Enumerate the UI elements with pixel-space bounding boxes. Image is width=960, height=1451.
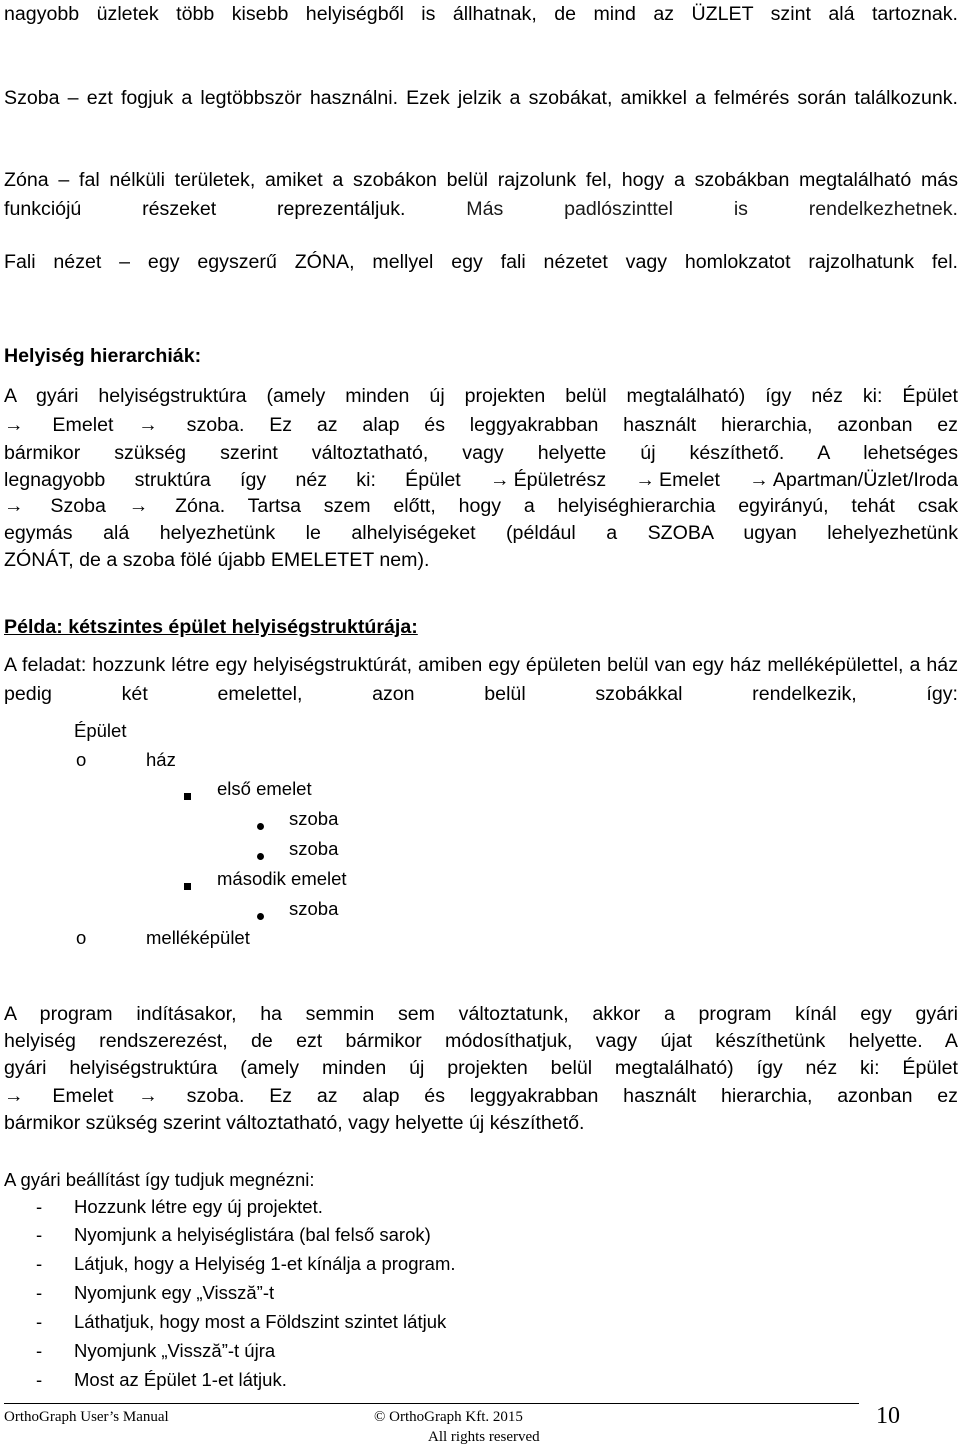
arrow-right-icon: → [4,1085,24,1107]
footer-divider [4,1403,859,1404]
footer-rights: All rights reserved [428,1429,540,1445]
program-line-4: → Emelet → szoba. Ez az alap és leggyakrabban használt hierarchia, azonban ez [4,1082,958,1140]
hierarchy-line-1: A gyári helyiségstruktúra (amely minden új projekten belül megtalálható) így néz ki: Épület [4,385,958,407]
tree-node-szoba-1: szoba [289,808,339,829]
round-bullet-icon [257,814,264,835]
program-line-3: gyári helyiségstruktúra (amely minden új projekten belül megtalálható) így néz ki: Épület [4,1057,958,1079]
tree-node-melleképulet: melléképület [146,927,250,948]
arrow-right-icon: → [138,1085,158,1107]
round-bullet-icon [257,844,264,865]
tree-node-epulet: Épület [74,720,127,741]
paragraph-zona: Zóna – fal nélküli területek, amiket a szobákon belül rajzolunk fel, hogy a szobákban megtalálható más funkciójú részeket reprezentáljuk. Más padlószinttel is rendelkezhetnek. [4,169,958,220]
program-line-2: helyiség rendszerezést, de ezt bármikor módosíthatjuk, vagy újat készíthetünk helyette. A [4,1030,958,1052]
footer-copyright: © OrthoGraph Kft. 2015 [374,1409,523,1425]
hierarchy-line-3: bármikor szükség szerint változtatható, vagy helyette új készíthető. A lehetséges [4,442,958,464]
page-number: 10 [876,1403,900,1429]
paragraph-task: A feladat: hozzunk létre egy helyiségstruktúrát, amiben egy épületen belül van egy ház melléképülettel, a ház pedig két emelettel, azon belül szobákkal rendelkezik, így: [4,654,958,705]
paragraph-szoba: Szoba – ezt fogjuk a legtöbbször használni. Ezek jelzik a szobákat, amikkel a felmérés során találkozunk. [4,87,958,109]
program-line-1: A program indításakor, ha semmin sem változtatunk, akkor a program kínál egy gyári [4,1003,958,1025]
arrow-right-icon: → [128,495,149,517]
tree-node-masodik-emelet: második emelet [217,868,347,889]
steps-intro: A gyári beállítást így tudjuk megnézni: [4,1169,315,1190]
tree-node-szoba-2: szoba [289,838,339,859]
tree-node-haz: ház [146,749,176,770]
arrow-right-icon: → [4,414,24,436]
circle-bullet-icon: o [76,749,87,770]
program-line-5: bármikor szükség szerint változtatható, vagy helyette új készíthető. [4,1112,585,1134]
paragraph-fali-nezet: Fali nézet – egy egyszerű ZÓNA, mellyel egy fali nézetet vagy homlokzatot rajzolhatunk fel. [4,251,958,273]
arrow-right-icon: → [138,414,158,436]
tree-node-szoba-3: szoba [289,898,339,919]
footer-manual-title: OrthoGraph User’s Manual [4,1409,169,1425]
section-heading-hierarchy: Helyiség hierarchiák: [4,345,202,367]
square-bullet-icon [184,874,191,895]
paragraph-intro: nagyobb üzletek több kisebb helyiségből is állhatnak, de mind az ÜZLET szint alá tartoznak. [4,3,958,25]
hierarchy-line-5: → Szoba → Zóna. Tartsa szem előtt, hogy a helyiséghierarchia egyirányú, tehát csak [4,492,958,550]
round-bullet-icon [257,904,264,925]
hierarchy-line-4: legnagyobb struktúra így néz ki: Épület → Épületrész → Emelet → Apartman/Üzlet/Iroda [4,466,958,524]
section-heading-example: Példa: kétszintes épület helyiségstruktúrája: [4,616,418,638]
hierarchy-line-7: ZÓNÁT, de a szoba fölé újabb EMELETET nem). [4,549,430,571]
tree-node-elso-emelet: első emelet [217,778,312,799]
hierarchy-line-2: → Emelet → szoba. Ez az alap és leggyakrabban használt hierarchia, azonban ez [4,411,958,469]
arrow-right-icon: → [749,469,769,491]
arrow-right-icon: → [489,469,510,491]
arrow-right-icon: → [635,469,656,491]
square-bullet-icon [184,784,191,805]
circle-bullet-icon: o [76,927,87,948]
arrow-right-icon: → [4,495,24,517]
hierarchy-line-6: egymás alá helyezhetünk le alhelyiségeket (például a SZOBA ugyan lehelyezhetünk [4,522,958,544]
